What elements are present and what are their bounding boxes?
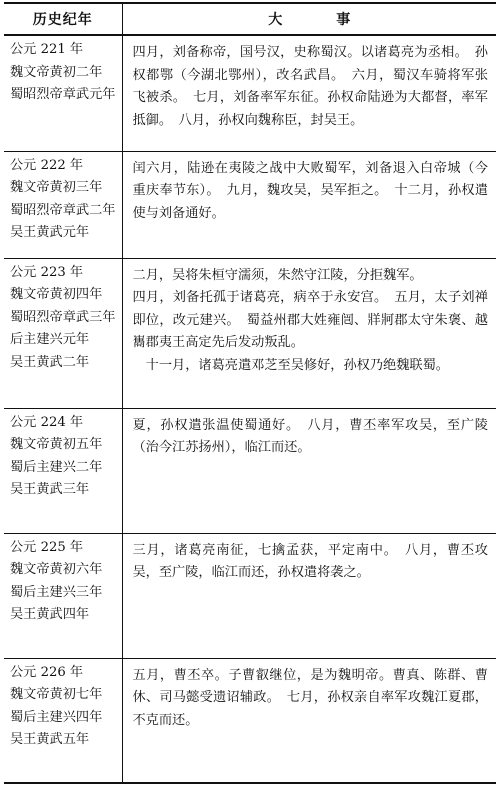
header-events: 大 事 [122,3,496,35]
era-line: 蜀昭烈帝章武元年 [10,87,116,102]
era-line: 魏文帝黄初三年 [10,180,103,195]
era-line: 吴王黄武二年 [10,354,90,370]
events-cell [122,408,496,533]
era-cell [4,658,122,783]
era-line: 魏文帝黄初四年 [10,287,103,302]
era-line: 吴王黄武四年 [10,607,90,622]
era-line: 公元 225 年 [10,539,84,555]
events-cell [122,151,496,258]
era-line: 公元 226 年 [10,664,84,680]
table-row [4,408,496,533]
era-line: 魏文帝黄初六年 [10,562,103,577]
event-paragraph: 夏，孙权遣张温使蜀通好。 八月，曹丕率军攻吴，至广陵（治今江苏扬州），临江而还。 [132,417,488,455]
era-line: 魏文帝黄初五年 [10,437,103,452]
era-line: 蜀昭烈帝章武三年 后主建兴元年 [10,309,129,347]
era-line: 吴王黄武元年 [10,225,90,240]
event-paragraph: 三月，诸葛亮南征，七擒孟获，平定南中。 八月，曹丕攻吴，至广陵，临江而还，孙权遣将袭之。 [132,542,488,580]
era-cell [4,533,122,658]
table-row [4,258,496,408]
era-line: 公元 221 年 [10,42,84,57]
era-line: 公元 222 年 [10,157,84,173]
event-paragraph: 十一月，诸葛亮遣邓芝至吴修好，孙权乃绝魏联蜀。 [132,357,449,373]
table-row [4,658,496,783]
table-row [4,35,496,151]
table-row [4,533,496,658]
events-cell [122,658,496,783]
era-cell [4,35,122,151]
events-cell [122,258,496,408]
era-line: 蜀后主建兴二年 [10,459,103,475]
era-cell [4,408,122,533]
table-row [4,151,496,258]
era-line: 蜀后主建兴三年 [10,584,103,600]
event-paragraph: 五月，曹丕卒。子曹叡继位，是为魏明帝。曹真、陈群、曹休、司马懿受遗诏辅政。 七月，孙权亲自率军攻魏江夏郡，不克而还。 [132,667,488,728]
era-line: 吴王黄武三年 [10,482,90,497]
header-era: 历史纪年 [4,3,122,35]
era-line: 吴王黄武五年 [10,732,90,747]
events-cell [122,533,496,658]
event-paragraph: 四月，刘备称帝，国号汉，史称蜀汉。以诸葛亮为丞相。 孙权都鄂（今湖北鄂州），改名武昌。 六月，蜀汉车骑将军张飞被杀。 七月，刘备率军东征。孙权命陆逊为大都督，率军抵御。 八月，孙权向魏称臣，封吴王。 [132,45,488,128]
era-cell [4,151,122,258]
events-cell [122,35,496,151]
table-header-row [4,3,496,35]
era-line: 魏文帝黄初二年 [10,64,103,80]
era-line: 蜀昭烈帝章武二年 [10,202,116,218]
era-line: 公元 224 年 [10,414,84,430]
era-cell [4,258,129,408]
chronology-table [4,2,496,784]
era-line: 公元 223 年 [10,264,84,280]
event-paragraph: 四月，刘备托孤于诸葛亮，病卒于永安宫。 五月，太子刘禅即位，改元建兴。 蜀益州郡大姓雍闿、牂牁郡太守朱褒、越巂郡夷王高定先后发动叛乱。 [132,290,488,350]
event-paragraph: 二月，吴将朱桓守濡须，朱然守江陵，分拒魏军。 [132,267,423,283]
era-line: 魏文帝黄初七年 [10,687,103,702]
event-paragraph: 闰六月，陆逊在夷陵之战中大败蜀军，刘备退入白帝城（今重庆奉节东）。 九月，魏攻吴，吴军拒之。 十二月，孙权遣使与刘备通好。 [132,160,488,221]
era-line: 蜀后主建兴四年 [10,709,103,725]
